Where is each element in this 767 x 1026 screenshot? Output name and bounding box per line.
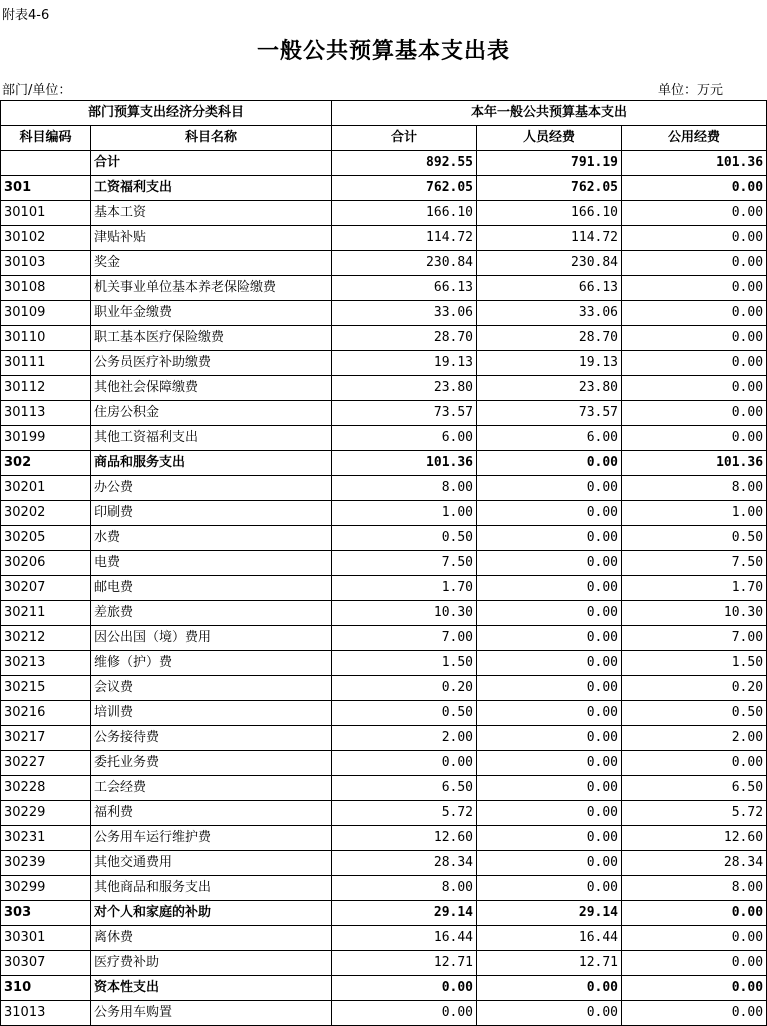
table-row xyxy=(1,176,767,201)
row-public: 6.50 xyxy=(622,776,767,801)
row-total: 19.13 xyxy=(332,351,477,376)
row-code: 30199 xyxy=(1,426,91,451)
row-total: 0.50 xyxy=(332,701,477,726)
table-row xyxy=(1,751,767,776)
row-total: 33.06 xyxy=(332,301,477,326)
budget-table xyxy=(0,100,767,1026)
table-row xyxy=(1,326,767,351)
table-row xyxy=(1,351,767,376)
row-public: 0.00 xyxy=(622,426,767,451)
table-row xyxy=(1,776,767,801)
row-total: 0.20 xyxy=(332,676,477,701)
row-total: 5.72 xyxy=(332,801,477,826)
row-code: 30301 xyxy=(1,926,91,951)
row-name: 奖金 xyxy=(91,251,332,276)
row-total: 1.70 xyxy=(332,576,477,601)
table-row xyxy=(1,226,767,251)
row-name: 培训费 xyxy=(91,701,332,726)
row-public: 1.70 xyxy=(622,576,767,601)
row-personnel: 0.00 xyxy=(477,776,622,801)
row-name: 委托业务费 xyxy=(91,751,332,776)
row-code: 30207 xyxy=(1,576,91,601)
row-personnel: 66.13 xyxy=(477,276,622,301)
table-row xyxy=(1,251,767,276)
row-name: 办公费 xyxy=(91,476,332,501)
row-personnel: 12.71 xyxy=(477,951,622,976)
header-public: 公用经费 xyxy=(622,126,767,151)
row-code: 30229 xyxy=(1,801,91,826)
row-code: 30216 xyxy=(1,701,91,726)
table-row xyxy=(1,701,767,726)
row-public: 0.00 xyxy=(622,976,767,1001)
row-personnel: 0.00 xyxy=(477,651,622,676)
row-public: 1.00 xyxy=(622,501,767,526)
row-personnel: 73.57 xyxy=(477,401,622,426)
row-public: 0.00 xyxy=(622,376,767,401)
row-total: 7.00 xyxy=(332,626,477,651)
table-row xyxy=(1,501,767,526)
table-row xyxy=(1,526,767,551)
row-name: 公务用车运行维护费 xyxy=(91,826,332,851)
row-code: 30231 xyxy=(1,826,91,851)
row-public: 8.00 xyxy=(622,476,767,501)
row-code: 30217 xyxy=(1,726,91,751)
row-name: 其他交通费用 xyxy=(91,851,332,876)
row-public: 0.00 xyxy=(622,201,767,226)
row-total: 0.50 xyxy=(332,526,477,551)
row-personnel: 33.06 xyxy=(477,301,622,326)
row-name: 维修（护）费 xyxy=(91,651,332,676)
row-public: 101.36 xyxy=(622,451,767,476)
table-row xyxy=(1,551,767,576)
row-personnel: 0.00 xyxy=(477,826,622,851)
row-total: 66.13 xyxy=(332,276,477,301)
row-public: 0.00 xyxy=(622,226,767,251)
row-total: 114.72 xyxy=(332,226,477,251)
row-name: 合计 xyxy=(91,151,332,176)
row-personnel: 6.00 xyxy=(477,426,622,451)
row-public: 0.50 xyxy=(622,526,767,551)
row-total: 8.00 xyxy=(332,476,477,501)
row-total: 23.80 xyxy=(332,376,477,401)
row-public: 2.00 xyxy=(622,726,767,751)
table-row xyxy=(1,851,767,876)
row-public: 0.00 xyxy=(622,926,767,951)
row-public: 101.36 xyxy=(622,151,767,176)
row-total: 7.50 xyxy=(332,551,477,576)
table-row xyxy=(1,276,767,301)
row-personnel: 230.84 xyxy=(477,251,622,276)
row-public: 0.00 xyxy=(622,251,767,276)
row-personnel: 762.05 xyxy=(477,176,622,201)
table-row xyxy=(1,301,767,326)
row-total: 28.34 xyxy=(332,851,477,876)
row-code: 30211 xyxy=(1,601,91,626)
row-name: 基本工资 xyxy=(91,201,332,226)
table-row xyxy=(1,426,767,451)
row-public: 28.34 xyxy=(622,851,767,876)
row-personnel: 0.00 xyxy=(477,476,622,501)
table-row xyxy=(1,1001,767,1026)
row-personnel: 0.00 xyxy=(477,801,622,826)
row-code: 30103 xyxy=(1,251,91,276)
row-name: 电费 xyxy=(91,551,332,576)
row-name: 住房公积金 xyxy=(91,401,332,426)
row-public: 12.60 xyxy=(622,826,767,851)
row-code: 30102 xyxy=(1,226,91,251)
table-row xyxy=(1,626,767,651)
row-name: 津贴补贴 xyxy=(91,226,332,251)
row-personnel: 0.00 xyxy=(477,676,622,701)
row-code: 303 xyxy=(1,901,91,926)
row-personnel: 114.72 xyxy=(477,226,622,251)
row-name: 其他商品和服务支出 xyxy=(91,876,332,901)
row-name: 公务用车购置 xyxy=(91,1001,332,1026)
row-total: 230.84 xyxy=(332,251,477,276)
row-name: 商品和服务支出 xyxy=(91,451,332,476)
row-personnel: 0.00 xyxy=(477,601,622,626)
table-row xyxy=(1,201,767,226)
header-name: 科目名称 xyxy=(91,126,332,151)
row-code: 30201 xyxy=(1,476,91,501)
attachment-label: 附表4-6 xyxy=(2,8,50,23)
row-name: 对个人和家庭的补助 xyxy=(91,901,332,926)
row-code: 31013 xyxy=(1,1001,91,1026)
row-personnel: 0.00 xyxy=(477,726,622,751)
row-public: 8.00 xyxy=(622,876,767,901)
row-total: 1.50 xyxy=(332,651,477,676)
row-public: 0.50 xyxy=(622,701,767,726)
row-name: 工会经费 xyxy=(91,776,332,801)
row-code: 302 xyxy=(1,451,91,476)
header-economic-category: 部门预算支出经济分类科目 xyxy=(1,101,332,126)
table-row xyxy=(1,376,767,401)
header-column-row xyxy=(1,126,767,151)
table-row xyxy=(1,926,767,951)
row-personnel: 0.00 xyxy=(477,701,622,726)
row-personnel: 28.70 xyxy=(477,326,622,351)
row-name: 会议费 xyxy=(91,676,332,701)
row-total: 8.00 xyxy=(332,876,477,901)
row-public: 0.00 xyxy=(622,751,767,776)
row-public: 0.00 xyxy=(622,401,767,426)
row-code: 30307 xyxy=(1,951,91,976)
row-total: 6.50 xyxy=(332,776,477,801)
row-personnel: 29.14 xyxy=(477,901,622,926)
row-code: 301 xyxy=(1,176,91,201)
row-public: 0.00 xyxy=(622,301,767,326)
row-code: 30109 xyxy=(1,301,91,326)
row-code: 30239 xyxy=(1,851,91,876)
row-name: 其他工资福利支出 xyxy=(91,426,332,451)
table-row xyxy=(1,951,767,976)
row-name: 资本性支出 xyxy=(91,976,332,1001)
row-total: 762.05 xyxy=(332,176,477,201)
row-code: 30111 xyxy=(1,351,91,376)
row-total: 6.00 xyxy=(332,426,477,451)
row-personnel: 0.00 xyxy=(477,501,622,526)
row-personnel: 0.00 xyxy=(477,551,622,576)
table-row xyxy=(1,476,767,501)
table-row xyxy=(1,651,767,676)
table-row xyxy=(1,976,767,1001)
row-personnel: 0.00 xyxy=(477,526,622,551)
row-name: 其他社会保障缴费 xyxy=(91,376,332,401)
row-code: 30110 xyxy=(1,326,91,351)
table-row xyxy=(1,601,767,626)
row-code: 30206 xyxy=(1,551,91,576)
row-public: 5.72 xyxy=(622,801,767,826)
row-public: 0.00 xyxy=(622,951,767,976)
row-total: 28.70 xyxy=(332,326,477,351)
row-code xyxy=(1,151,91,176)
row-personnel: 791.19 xyxy=(477,151,622,176)
row-total: 1.00 xyxy=(332,501,477,526)
row-personnel: 0.00 xyxy=(477,626,622,651)
row-personnel: 0.00 xyxy=(477,976,622,1001)
row-code: 30108 xyxy=(1,276,91,301)
row-name: 离休费 xyxy=(91,926,332,951)
table-row xyxy=(1,801,767,826)
row-personnel: 19.13 xyxy=(477,351,622,376)
header-personnel: 人员经费 xyxy=(477,126,622,151)
header-total: 合计 xyxy=(332,126,477,151)
header-current-year-budget: 本年一般公共预算基本支出 xyxy=(332,101,767,126)
department-label: 部门/单位： xyxy=(2,83,72,98)
row-personnel: 0.00 xyxy=(477,851,622,876)
row-public: 0.00 xyxy=(622,176,767,201)
row-code: 30299 xyxy=(1,876,91,901)
row-personnel: 0.00 xyxy=(477,576,622,601)
row-public: 0.20 xyxy=(622,676,767,701)
row-name: 印刷费 xyxy=(91,501,332,526)
row-code: 30213 xyxy=(1,651,91,676)
row-personnel: 166.10 xyxy=(477,201,622,226)
row-name: 公务员医疗补助缴费 xyxy=(91,351,332,376)
row-personnel: 0.00 xyxy=(477,751,622,776)
table-row xyxy=(1,901,767,926)
row-personnel: 0.00 xyxy=(477,876,622,901)
row-code: 30202 xyxy=(1,501,91,526)
row-name: 机关事业单位基本养老保险缴费 xyxy=(91,276,332,301)
row-public: 0.00 xyxy=(622,276,767,301)
row-total: 10.30 xyxy=(332,601,477,626)
row-personnel: 16.44 xyxy=(477,926,622,951)
row-public: 0.00 xyxy=(622,1001,767,1026)
row-name: 福利费 xyxy=(91,801,332,826)
row-total: 29.14 xyxy=(332,901,477,926)
table-row xyxy=(1,826,767,851)
row-total: 12.71 xyxy=(332,951,477,976)
row-public: 1.50 xyxy=(622,651,767,676)
page-title: 一般公共预算基本支出表 xyxy=(256,39,510,64)
row-total: 0.00 xyxy=(332,1001,477,1026)
row-name: 水费 xyxy=(91,526,332,551)
table-row xyxy=(1,876,767,901)
row-name: 职工基本医疗保险缴费 xyxy=(91,326,332,351)
row-code: 30113 xyxy=(1,401,91,426)
row-code: 310 xyxy=(1,976,91,1001)
row-total: 12.60 xyxy=(332,826,477,851)
table-row xyxy=(1,151,767,176)
row-name: 公务接待费 xyxy=(91,726,332,751)
row-name: 职业年金缴费 xyxy=(91,301,332,326)
row-public: 10.30 xyxy=(622,601,767,626)
row-code: 30212 xyxy=(1,626,91,651)
row-total: 2.00 xyxy=(332,726,477,751)
row-total: 0.00 xyxy=(332,976,477,1001)
row-personnel: 23.80 xyxy=(477,376,622,401)
row-personnel: 0.00 xyxy=(477,451,622,476)
row-total: 892.55 xyxy=(332,151,477,176)
row-code: 30215 xyxy=(1,676,91,701)
table-row xyxy=(1,401,767,426)
row-name: 因公出国（境）费用 xyxy=(91,626,332,651)
row-total: 0.00 xyxy=(332,751,477,776)
row-personnel: 0.00 xyxy=(477,1001,622,1026)
row-public: 0.00 xyxy=(622,351,767,376)
row-name: 差旅费 xyxy=(91,601,332,626)
row-public: 7.00 xyxy=(622,626,767,651)
header-group-row xyxy=(1,101,767,126)
row-total: 166.10 xyxy=(332,201,477,226)
row-code: 30112 xyxy=(1,376,91,401)
table-row xyxy=(1,576,767,601)
row-code: 30228 xyxy=(1,776,91,801)
row-public: 0.00 xyxy=(622,901,767,926)
row-total: 101.36 xyxy=(332,451,477,476)
row-total: 73.57 xyxy=(332,401,477,426)
row-name: 工资福利支出 xyxy=(91,176,332,201)
row-name: 邮电费 xyxy=(91,576,332,601)
row-public: 0.00 xyxy=(622,326,767,351)
row-code: 30227 xyxy=(1,751,91,776)
row-public: 7.50 xyxy=(622,551,767,576)
header-code: 科目编码 xyxy=(1,126,91,151)
row-code: 30101 xyxy=(1,201,91,226)
table-row xyxy=(1,726,767,751)
row-code: 30205 xyxy=(1,526,91,551)
row-total: 16.44 xyxy=(332,926,477,951)
row-name: 医疗费补助 xyxy=(91,951,332,976)
table-row xyxy=(1,451,767,476)
table-body xyxy=(1,151,767,1026)
unit-label: 单位：万元 xyxy=(658,83,724,98)
table-row xyxy=(1,676,767,701)
